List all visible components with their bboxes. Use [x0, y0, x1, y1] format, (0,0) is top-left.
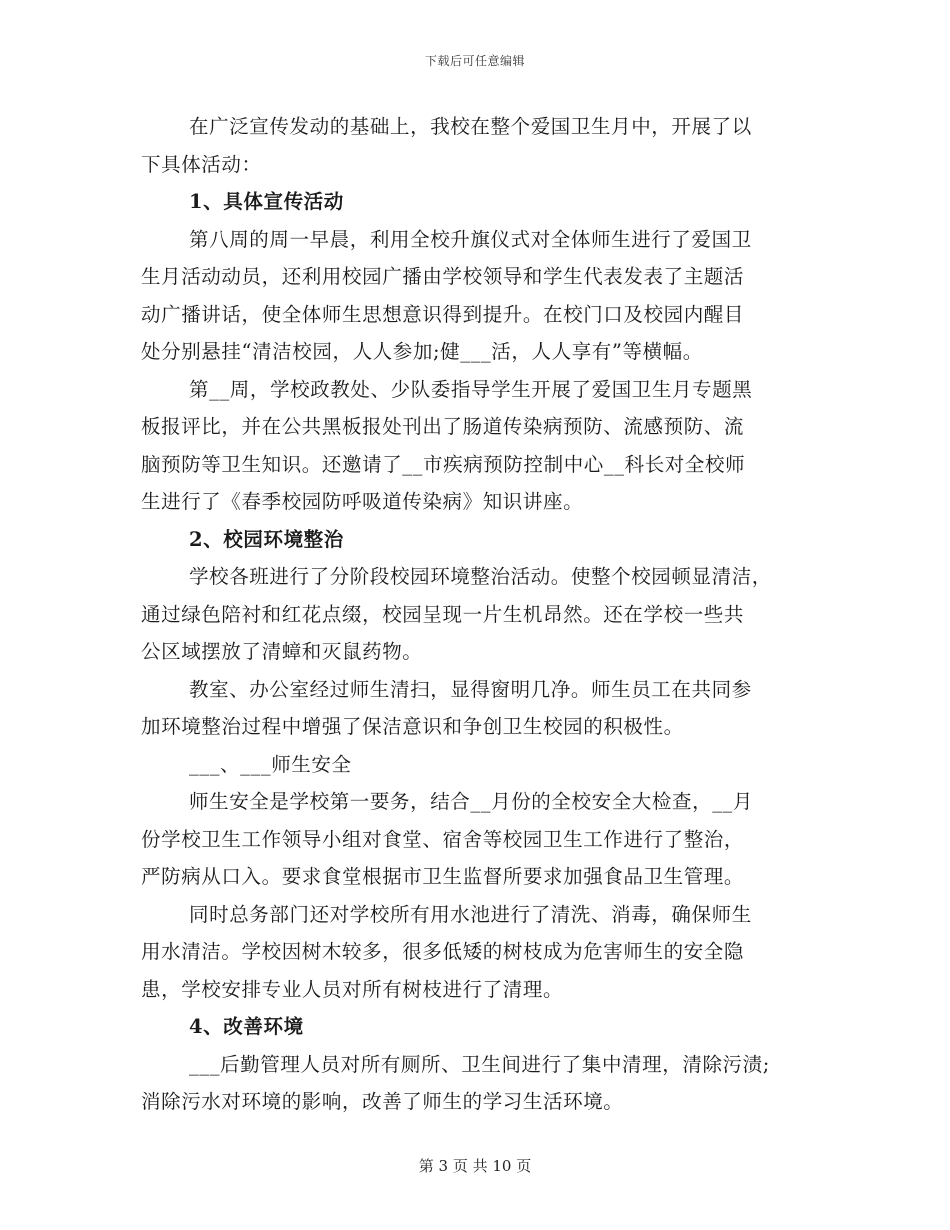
paragraph-line: 师生安全是学校第一要务，结合__月份的全校安全大检查，__月	[189, 790, 754, 813]
section-heading: 4、改善环境	[189, 1015, 304, 1038]
paragraph-line: 同时总务部门还对学校所有用水池进行了清洗、消毒，确保师生	[189, 902, 752, 926]
paragraph-line: 教室、办公室经过师生清扫，显得窗明几净。师生员工在共同参	[189, 677, 752, 701]
paragraph-line: 板报评比，并在公共黑板报处刊出了肠道传染病预防、流感预防、流	[141, 415, 745, 438]
paragraph-line: 第__周，学校政教处、少队委指导学生开展了爱国卫生月专题黑	[189, 377, 753, 401]
page-header-note: 下载后可任意编辑	[424, 54, 525, 68]
section-heading: ___、___师生安全	[189, 752, 352, 776]
paragraph-line: 在广泛宣传发动的基础上，我校在整个爱国卫生月中，开展了以	[189, 115, 752, 138]
paragraph-line: 学校各班进行了分阶段校园环境整治活动。使整个校园顿显清洁，	[189, 565, 772, 588]
page-number-footer: 第 3 页 共 10 页	[418, 1157, 532, 1175]
paragraph-line: 通过绿色陪衬和红花点缀，校园呈现一片生机昂然。还在学校一些共	[141, 602, 745, 626]
paragraph-line: 加环境整治过程中增强了保洁意识和争创卫生校园的积极性。	[141, 715, 684, 738]
paragraph-line: 动广播讲话，使全体师生思想意识得到提升。在校门口及校园内醒目	[141, 302, 745, 326]
paragraph-line: 消除污水对环境的影响，改善了师生的学习生活环境。	[141, 1090, 624, 1113]
paragraph-line: 用水清洁。学校因树木较多，很多低矮的树枝成为危害师生的安全隐	[141, 940, 745, 963]
paragraph-line: 生进行了《春季校园防呼吸道传染病》知识讲座。	[141, 490, 584, 513]
section-heading: 1、具体宣传活动	[189, 190, 344, 213]
paragraph-line: 严防病从口入。要求食堂根据市卫生监督所要求加强食品卫生管理。	[141, 865, 745, 888]
paragraph-line: 第八周的周一早晨，利用全校升旗仪式对全体师生进行了爱国卫	[189, 227, 752, 251]
paragraph-line: 处分别悬挂“清洁校园，人人参加;健___活，人人享有”等横幅。	[141, 340, 703, 363]
paragraph-line: 生月活动动员，还利用校园广播由学校领导和学生代表发表了主题活	[141, 265, 745, 288]
paragraph-line: 公区域摆放了清蟑和灭鼠药物。	[141, 640, 423, 663]
document-body	[141, 108, 801, 1121]
paragraph-line: ___后勤管理人员对所有厕所、卫生间进行了集中清理，清除污渍;	[189, 1052, 770, 1076]
paragraph-line: 份学校卫生工作领导小组对食堂、宿舍等校园卫生工作进行了整治，	[141, 827, 745, 851]
paragraph-line: 患，学校安排专业人员对所有树枝进行了清理。	[141, 977, 564, 1001]
section-heading: 2、校园环境整治	[189, 527, 344, 551]
paragraph-line: 脑预防等卫生知识。还邀请了__市疾病预防控制中心__科长对全校师	[141, 452, 746, 476]
paragraph-line: 下具体活动：	[141, 152, 262, 176]
